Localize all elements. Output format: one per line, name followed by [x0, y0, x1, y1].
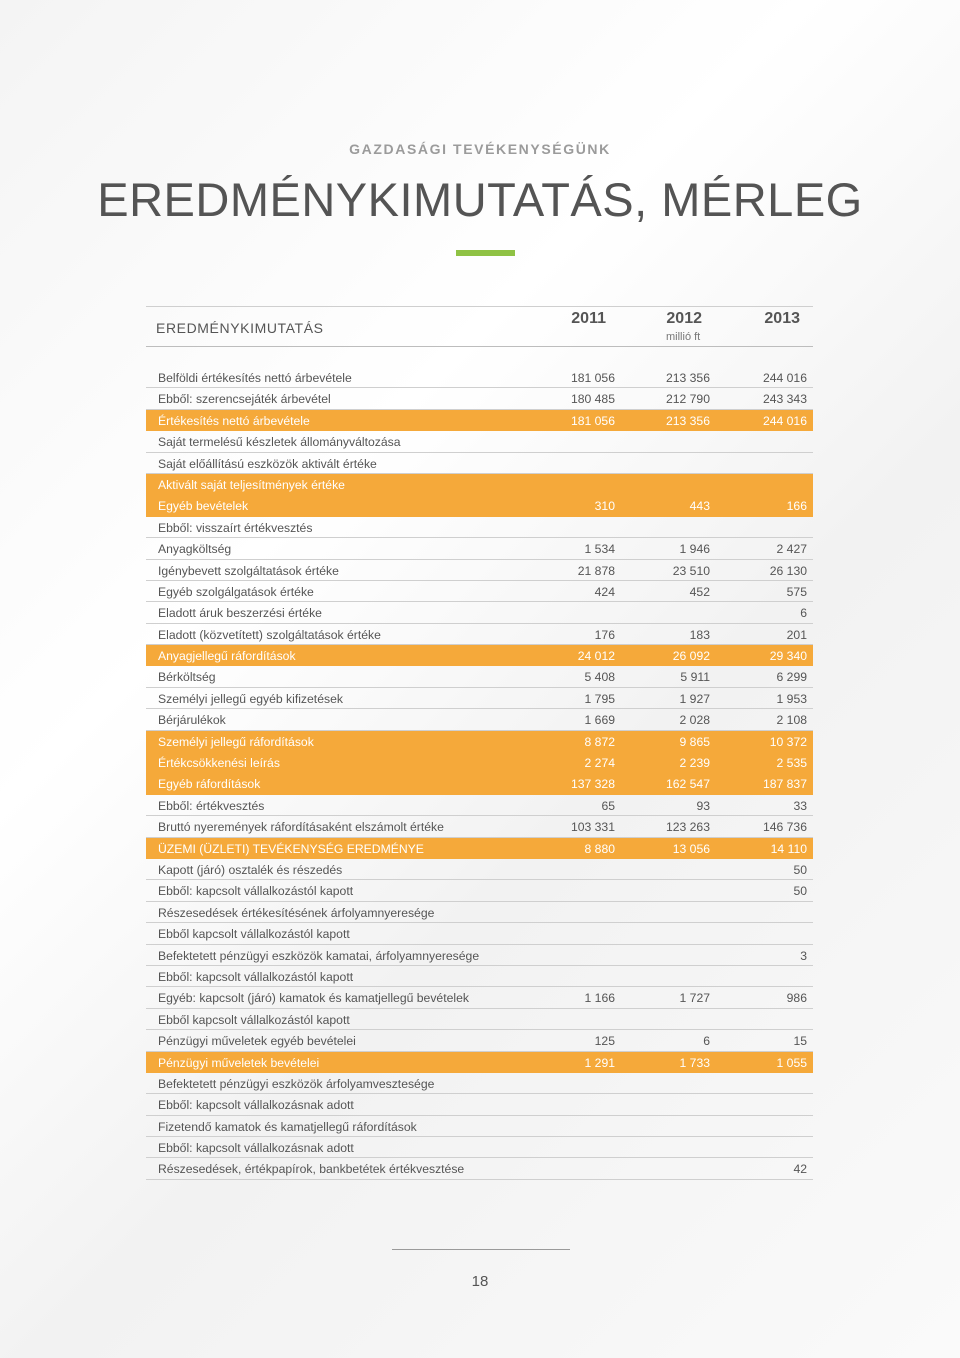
table-row	[146, 945, 813, 966]
row-label: Részesedések értékesítésének árfolyamnyeresége	[158, 905, 435, 920]
table-row	[146, 517, 813, 538]
row-label: Saját termelésű készletek állományváltozása	[158, 435, 401, 450]
row-label: Egyéb bevételek	[158, 499, 249, 514]
value-2012: 5 911	[680, 670, 710, 685]
value-2012: 6	[703, 1034, 710, 1049]
value-2012: 2 239	[679, 756, 710, 771]
table-row	[146, 880, 813, 901]
row-label: Részesedések, értékpapírok, bankbetétek értékvesztése	[158, 1162, 465, 1177]
row-label: Ebből: kapcsolt vállalkozásnak adott	[158, 1098, 354, 1113]
row-label: Eladott (közvetített) szolgáltatások értéke	[158, 627, 381, 642]
table-row	[146, 453, 813, 474]
row-label: Pénzügyi műveletek egyéb bevételei	[158, 1034, 356, 1049]
value-2011: 1 534	[584, 542, 615, 557]
table-row	[146, 966, 813, 987]
value-2012: 23 510	[672, 563, 710, 578]
value-2012: 452	[689, 584, 710, 599]
value-2011: 103 331	[570, 820, 615, 835]
value-2013: 42	[793, 1162, 807, 1177]
table-row-highlighted	[146, 752, 813, 773]
table-row	[146, 666, 813, 687]
value-2013: 6	[800, 606, 807, 621]
value-2013: 2 427	[776, 542, 807, 557]
table-row-highlighted	[146, 731, 813, 752]
value-2011: 181 056	[570, 413, 615, 428]
row-label: Egyéb ráfordítások	[158, 777, 261, 792]
value-2012: 93	[696, 798, 710, 813]
row-label: Bérjárulékok	[158, 713, 226, 728]
value-2012: 1 946	[679, 542, 710, 557]
table-row	[146, 1009, 813, 1030]
table-row	[146, 538, 813, 559]
row-label: Ebből: visszaírt értékvesztés	[158, 520, 313, 535]
value-2012: 183	[689, 627, 710, 642]
row-label: Belföldi értékesítés nettó árbevétele	[158, 371, 352, 385]
footer-divider	[392, 1249, 570, 1250]
table-row	[146, 624, 813, 645]
year-header-2013: 2013	[764, 310, 800, 327]
page-title: EREDMÉNYKIMUTATÁS, MÉRLEG	[97, 173, 863, 226]
value-2013: 166	[786, 499, 807, 514]
row-label: Értékcsökkenési leírás	[158, 756, 280, 771]
value-2011: 24 012	[577, 649, 615, 664]
row-label: Bruttó nyeremények ráfordításaként elszámolt értéke	[158, 820, 444, 835]
income-statement-table	[146, 306, 813, 1180]
value-2013: 243 343	[762, 392, 807, 407]
table-row	[146, 1158, 813, 1179]
value-2011: 1 166	[584, 991, 615, 1006]
value-2013: 50	[793, 884, 807, 899]
title-accent-bar	[456, 250, 515, 256]
table-row	[146, 902, 813, 923]
year-header-2012: 2012	[666, 310, 702, 327]
table-body	[146, 367, 813, 1180]
value-2012: 123 263	[665, 820, 710, 835]
table-row	[146, 923, 813, 944]
value-2012: 9 865	[679, 734, 710, 749]
table-row	[146, 1137, 813, 1158]
row-label: ÜZEMI (ÜZLETI) TEVÉKENYSÉG EREDMÉNYE	[158, 841, 424, 856]
table-row	[146, 1030, 813, 1051]
table-row-highlighted	[146, 410, 813, 431]
value-2013: 187 837	[762, 777, 807, 792]
row-label: Anyagköltség	[158, 542, 232, 557]
table-row	[146, 431, 813, 452]
row-label: Igénybevett szolgáltatások értéke	[158, 563, 339, 578]
value-2013: 201	[786, 627, 807, 642]
value-2013: 50	[793, 862, 807, 877]
value-2011: 8 880	[584, 841, 615, 856]
value-2012: 26 092	[672, 649, 710, 664]
value-2013: 33	[793, 798, 807, 813]
value-2011: 5 408	[584, 670, 615, 685]
value-2012: 13 056	[672, 841, 710, 856]
table-row	[146, 388, 813, 409]
value-2012: 213 356	[665, 371, 710, 385]
table-row	[146, 987, 813, 1008]
value-2013: 575	[786, 584, 807, 599]
value-2013: 6 299	[776, 670, 807, 685]
value-2013: 3	[800, 948, 807, 963]
table-row	[146, 1073, 813, 1094]
table-row	[146, 1116, 813, 1137]
row-label: Ebből kapcsolt vállalkozástól kapott	[158, 1012, 350, 1027]
table-row-highlighted	[146, 773, 813, 794]
table-row	[146, 581, 813, 602]
table-row	[146, 816, 813, 837]
value-2013: 29 340	[769, 649, 807, 664]
value-2012: 1 727	[679, 991, 710, 1006]
section-label: GAZDASÁGI TEVÉKENYSÉGÜNK	[349, 141, 611, 157]
value-2012: 1 927	[679, 691, 710, 706]
value-2013: 14 110	[770, 841, 807, 856]
row-label: Saját előállítású eszközök aktivált értéke	[158, 456, 377, 471]
value-2011: 424	[594, 584, 615, 599]
row-label: Ebből: értékvesztés	[158, 798, 265, 813]
table-row	[146, 560, 813, 581]
value-2013: 1 953	[776, 691, 807, 706]
table-row	[146, 795, 813, 816]
value-2011: 1 795	[584, 691, 615, 706]
row-label: Aktivált saját teljesítmények értéke	[158, 477, 345, 492]
value-2011: 137 328	[570, 777, 615, 792]
value-2011: 180 485	[570, 392, 615, 407]
value-2011: 1 669	[584, 713, 615, 728]
row-label: Ebből: kapcsolt vállalkozástól kapott	[158, 884, 354, 899]
value-2012: 2 028	[679, 713, 710, 728]
value-2011: 125	[594, 1034, 615, 1049]
value-2012: 213 356	[665, 413, 710, 428]
table-row	[146, 688, 813, 709]
row-label: Ebből: szerencsejáték árbevétel	[158, 392, 331, 407]
row-label: Személyi jellegű egyéb kifizetések	[158, 691, 343, 706]
row-label: Befektetett pénzügyi eszközök kamatai, árfolyamnyeresége	[158, 948, 480, 963]
value-2013: 244 016	[762, 413, 807, 428]
table-row	[146, 859, 813, 880]
value-2012: 212 790	[665, 392, 710, 407]
row-label: Pénzügyi műveletek bevételei	[158, 1055, 320, 1070]
table-header	[146, 306, 813, 347]
value-2011: 2 274	[584, 756, 615, 771]
table-row-highlighted	[146, 474, 813, 495]
row-label: Egyéb szolgálgatások értéke	[158, 584, 314, 599]
row-label: Bérköltség	[158, 670, 216, 685]
year-header-2011: 2011	[571, 310, 606, 327]
row-label: Ebből: kapcsolt vállalkozástól kapott	[158, 969, 354, 984]
value-2011: 21 878	[577, 563, 615, 578]
value-2013: 1 055	[776, 1055, 807, 1070]
value-2011: 8 872	[584, 734, 615, 749]
value-2012: 1 733	[679, 1055, 710, 1070]
unit-label: millió ft	[666, 331, 701, 343]
table-row	[146, 602, 813, 623]
value-2011: 181 056	[570, 371, 615, 385]
row-label: Egyéb: kapcsolt (járó) kamatok és kamatjellegű bevételek	[158, 991, 469, 1006]
value-2013: 10 372	[769, 734, 807, 749]
table-row	[146, 367, 813, 388]
value-2012: 443	[689, 499, 710, 514]
table-title: EREDMÉNYKIMUTATÁS	[156, 320, 324, 336]
table-row	[146, 709, 813, 730]
value-2011: 65	[601, 798, 615, 813]
table-row-highlighted	[146, 1052, 813, 1073]
page-number: 18	[471, 1273, 489, 1290]
table-row-highlighted	[146, 838, 813, 859]
row-label: Kapott (járó) osztalék és részedés	[158, 862, 343, 877]
table-row-highlighted	[146, 495, 813, 516]
value-2013: 244 016	[762, 371, 807, 385]
row-label: Anyagjellegű ráfordítások	[158, 649, 296, 664]
row-label: Eladott áruk beszerzési értéke	[158, 606, 322, 621]
value-2011: 1 291	[584, 1055, 615, 1070]
table-row	[146, 1094, 813, 1115]
row-label: Személyi jellegű ráfordítások	[158, 734, 314, 749]
table-row-highlighted	[146, 645, 813, 666]
row-label: Ebből kapcsolt vállalkozástól kapott	[158, 927, 350, 942]
value-2013: 26 130	[769, 563, 807, 578]
row-label: Ebből: kapcsolt vállalkozásnak adott	[158, 1141, 354, 1156]
value-2013: 2 108	[776, 713, 807, 728]
value-2013: 986	[786, 991, 807, 1006]
value-2013: 2 535	[776, 756, 807, 771]
value-2011: 176	[594, 627, 615, 642]
row-label: Értékesítés nettó árbevétele	[158, 413, 310, 428]
value-2013: 15	[793, 1034, 807, 1049]
value-2013: 146 736	[762, 820, 807, 835]
value-2011: 310	[594, 499, 615, 514]
row-label: Fizetendő kamatok és kamatjellegű ráfordítások	[158, 1119, 417, 1134]
row-label: Befektetett pénzügyi eszközök árfolyamveszteségе	[158, 1076, 435, 1091]
value-2012: 162 547	[665, 777, 710, 792]
